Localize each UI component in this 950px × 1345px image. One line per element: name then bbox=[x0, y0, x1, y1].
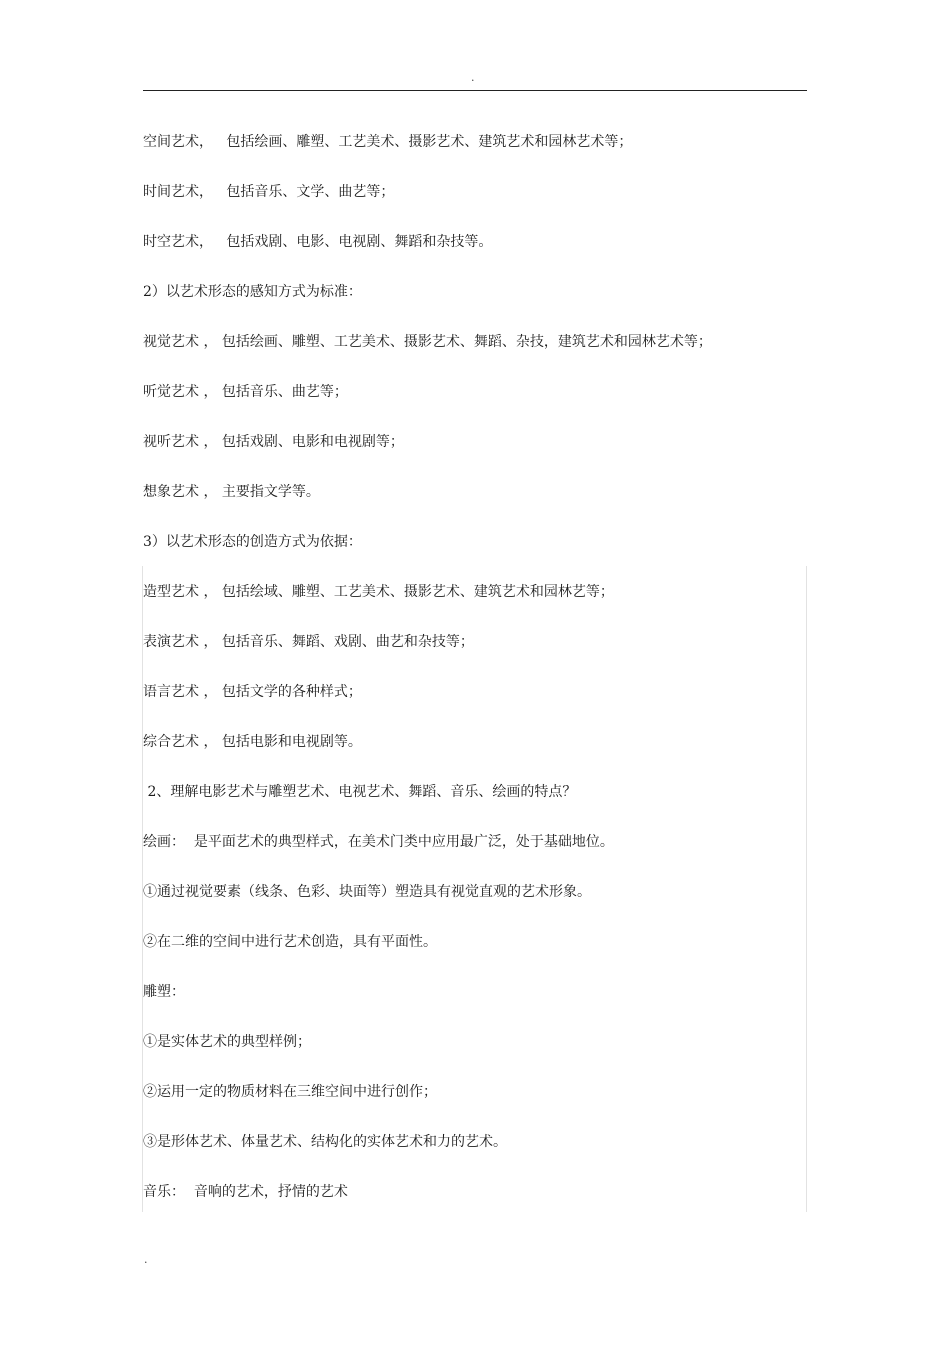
text-line: ①通过视觉要素（线条、色彩、块面等）塑造具有视觉直观的艺术形象。 bbox=[143, 884, 591, 900]
text-line: 雕塑： bbox=[143, 984, 185, 1000]
header-mark: . bbox=[471, 71, 475, 84]
text-line: 时空艺术， 包括戏剧、电影、电视剧、舞蹈和杂技等。 bbox=[143, 234, 493, 250]
text-line: 想象艺术 ， 主要指文学等。 bbox=[143, 484, 320, 500]
section-heading: 3）以艺术形态的创造方式为依据： bbox=[143, 534, 362, 550]
text-line: ②运用一定的物质材料在三维空间中进行创作； bbox=[143, 1084, 437, 1100]
text-line: 视觉艺术 ， 包括绘画、雕塑、工艺美术、摄影艺术、舞蹈、杂技，建筑艺术和园林艺术等； bbox=[143, 334, 712, 350]
text-line: 听觉艺术 ， 包括音乐、曲艺等； bbox=[143, 384, 348, 400]
text-line: 绘画： 是平面艺术的典型样式，在美术门类中应用最广泛，处于基础地位。 bbox=[143, 834, 614, 850]
question-heading: 2、理解电影艺术与雕塑艺术、电视艺术、舞蹈、音乐、绘画的特点？ bbox=[143, 784, 577, 800]
text-line: 空间艺术， 包括绘画、雕塑、工艺美术、摄影艺术、建筑艺术和园林艺术等； bbox=[143, 134, 633, 150]
frame-right-border bbox=[806, 566, 807, 1212]
text-line: 表演艺术 ， 包括音乐、舞蹈、戏剧、曲艺和杂技等； bbox=[143, 634, 474, 650]
section-heading: 2）以艺术形态的感知方式为标准： bbox=[143, 284, 362, 300]
text-line: 造型艺术 ， 包括绘域、雕塑、工艺美术、摄影艺术、建筑艺术和园林艺等； bbox=[143, 584, 614, 600]
text-line: 音乐： 音响的艺术，抒情的艺术 bbox=[143, 1184, 348, 1200]
text-line: 时间艺术， 包括音乐、文学、曲艺等； bbox=[143, 184, 395, 200]
text-line: 语言艺术 ， 包括文学的各种样式； bbox=[143, 684, 362, 700]
text-line: ③是形体艺术、体量艺术、结构化的实体艺术和力的艺术。 bbox=[143, 1134, 507, 1150]
text-line: 视听艺术 ， 包括戏剧、电影和电视剧等； bbox=[143, 434, 404, 450]
header-rule bbox=[143, 90, 807, 91]
text-line: 综合艺术 ， 包括电影和电视剧等。 bbox=[143, 734, 362, 750]
text-line: ①是实体艺术的典型样例； bbox=[143, 1034, 311, 1050]
text-line: ②在二维的空间中进行艺术创造，具有平面性。 bbox=[143, 934, 437, 950]
footer-mark: . bbox=[144, 1253, 148, 1266]
